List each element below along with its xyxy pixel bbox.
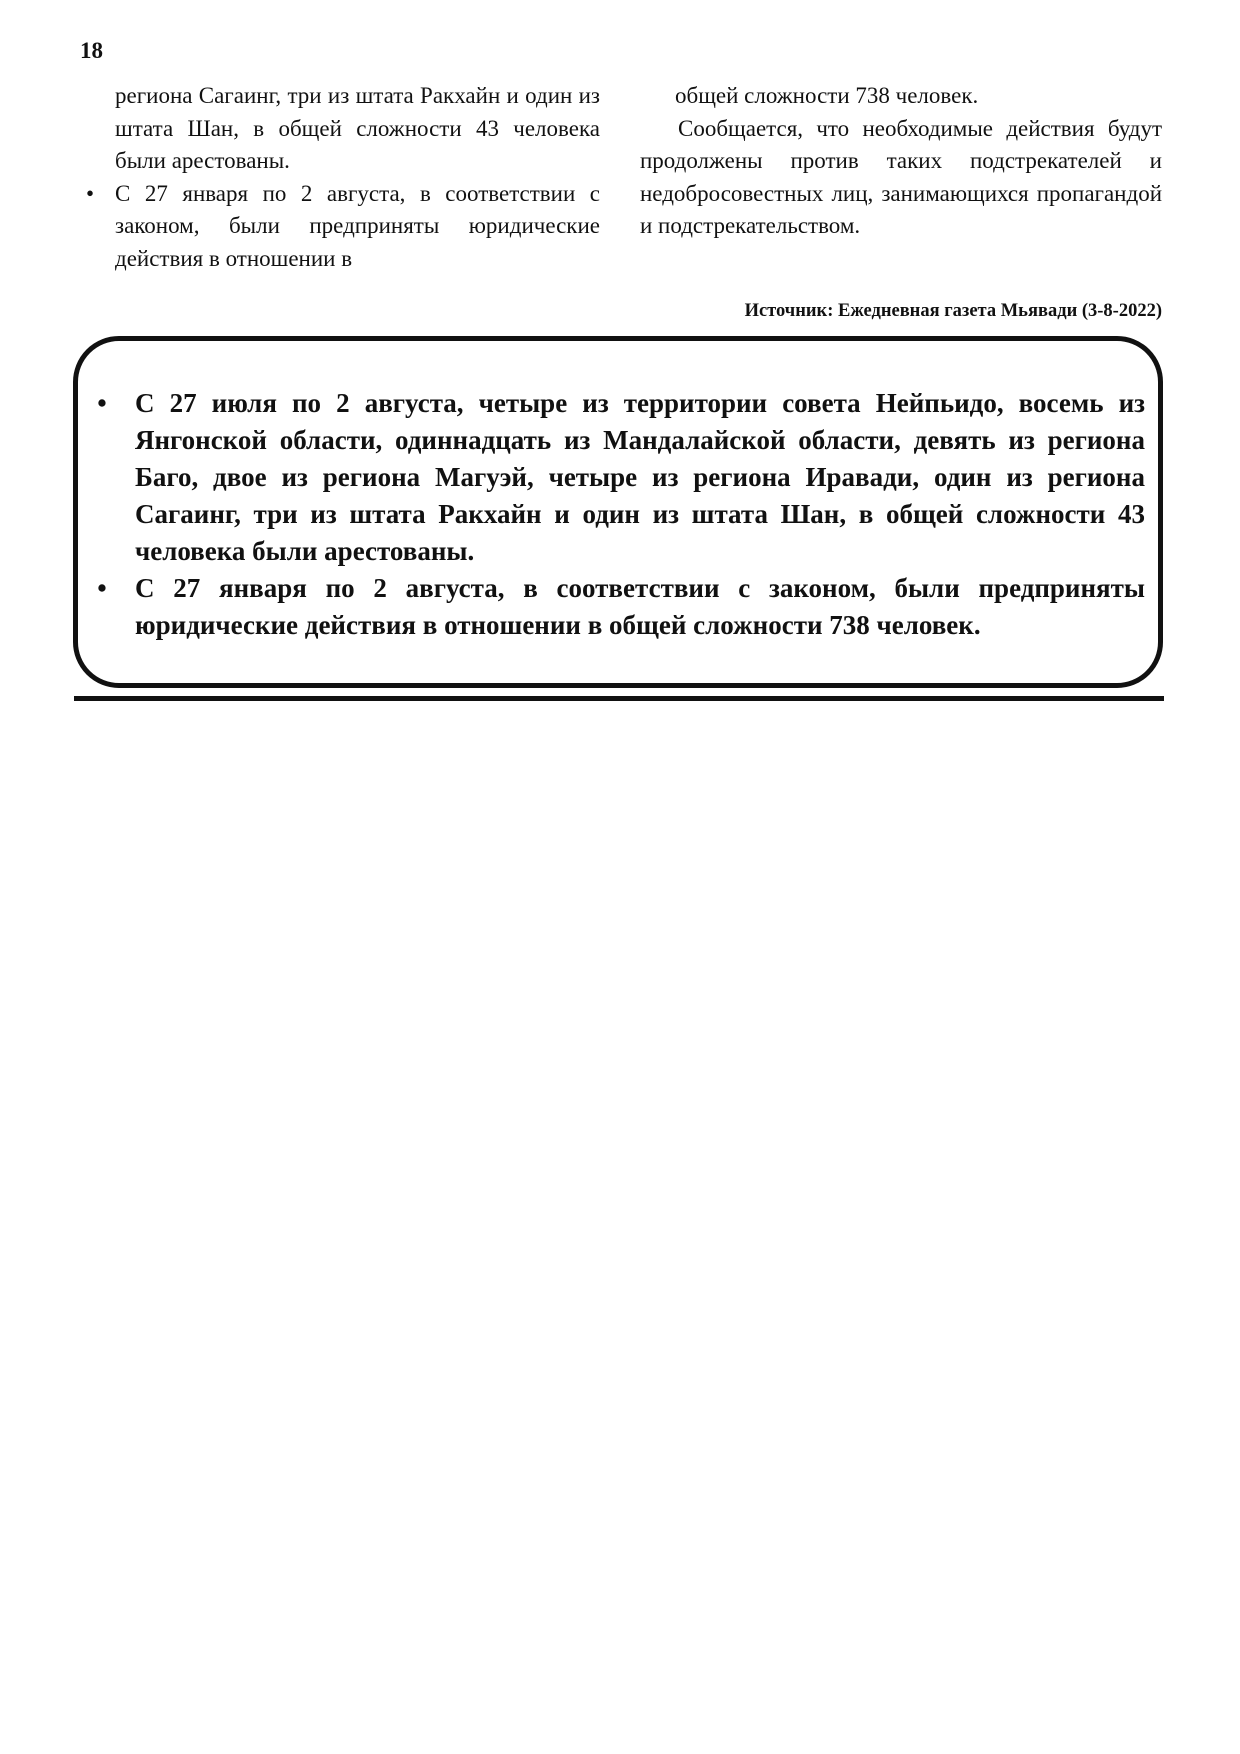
bullet-icon: • xyxy=(85,180,95,206)
page-number: 18 xyxy=(80,38,103,63)
bullet-icon: • xyxy=(97,388,107,418)
right-paragraph: Сообщается, что необходимые действия будут продолжены против таких подстрекателей и недобросовестных лиц, занимающихся пропагандой и подстрекательством. xyxy=(640,115,1162,238)
summary-bullet-item xyxy=(95,385,1145,570)
summary-bullet-text: С 27 января по 2 августа, в соответствии с законом, были предприняты юридические действия в отношении в общей сложности 738 человек. xyxy=(135,573,1145,640)
source-line: Источник: Ежедневная газета Мьявади (3-8-2022) xyxy=(744,301,1162,321)
horizontal-divider xyxy=(74,696,1164,701)
left-continuation-text: региона Сагаинг, три из штата Ракхайн и один из штата Шан, в общей сложности 43 человека были арестованы. xyxy=(115,83,600,173)
left-column xyxy=(80,80,600,275)
left-bullet-text: С 27 января по 2 августа, в соответствии с законом, были предприняты юридические действия в отношении в xyxy=(115,180,600,271)
bullet-icon: • xyxy=(97,573,107,603)
summary-list xyxy=(95,385,1145,644)
summary-bullet-item xyxy=(95,570,1145,644)
right-column xyxy=(640,80,1162,243)
right-continuation-text: общей сложности 738 человек. xyxy=(675,83,979,108)
summary-bullet-text: С 27 июля по 2 августа, четыре из территории совета Нейпьидо, восемь из Янгонской области, одиннадцать из Мандалайской области, девять из региона Баго, двое из региона Магуэй, четыре из региона Иравади, один из региона Сагаинг, три из штата Ракхайн и один из штата Шан, в общей сложности 43 человека были арестованы. xyxy=(135,388,1145,566)
left-bullet-item xyxy=(80,178,600,276)
